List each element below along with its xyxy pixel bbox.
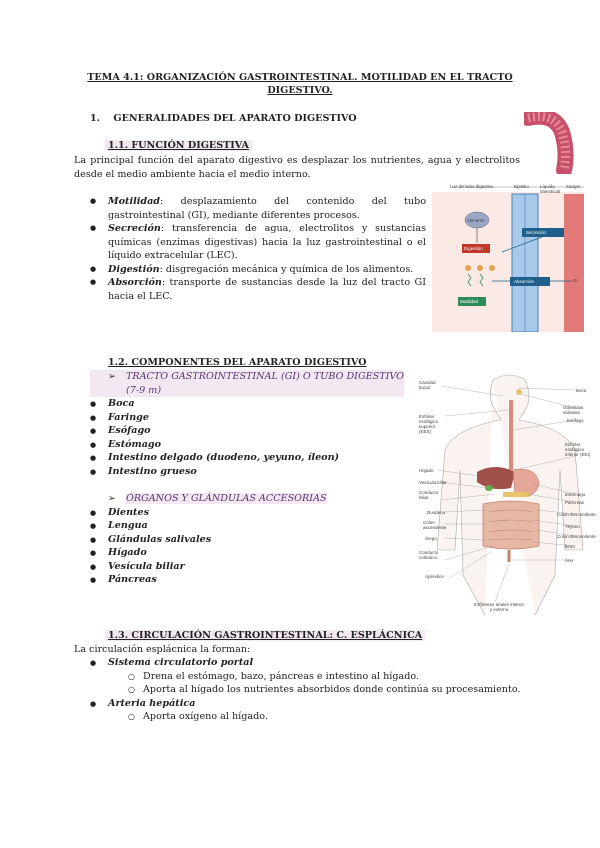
list-item: ● Absorción: transporte de sustancias desde la luz del tracto GI hacia el LEC. bbox=[82, 276, 426, 303]
function-list bbox=[82, 195, 426, 303]
fig1-absorption: Absorción bbox=[514, 279, 535, 284]
anat-higado: Hígado bbox=[419, 468, 434, 473]
list-item: ● Boca bbox=[82, 397, 404, 411]
fig1-food: Alimento bbox=[467, 218, 485, 223]
list-item: ● Faringe bbox=[82, 411, 404, 425]
anat-esofago: Esófago bbox=[567, 418, 584, 423]
fig1-header-epithelium: Epitelio bbox=[514, 184, 529, 189]
intestine-tube-image bbox=[524, 112, 574, 174]
anat-estomago: Estómago bbox=[565, 492, 586, 497]
anat-vesicula: Vesícula biliar bbox=[419, 480, 447, 485]
digestive-system-anatomy bbox=[415, 370, 600, 615]
fig1-header-blood: Sangre bbox=[566, 184, 581, 189]
anat-pancreas: Páncreas bbox=[565, 500, 585, 505]
fig1-digestion: Digestión bbox=[464, 246, 483, 251]
list-item: ● Intestino delgado (duodeno, yeyuno, íleon) bbox=[82, 451, 404, 465]
list-item: ● Vesícula biliar bbox=[82, 560, 350, 574]
list-item: ● Esófago bbox=[82, 424, 404, 438]
anat-ciego: Ciego bbox=[425, 536, 437, 541]
digestive-processes-diagram bbox=[432, 182, 584, 332]
section-heading-1-2: 1.2. COMPONENTES DEL APARATO DIGESTIVO bbox=[108, 357, 367, 368]
accessory-list bbox=[82, 506, 350, 587]
anat-eei: Esfínter esofágico inferior (EEI) bbox=[565, 442, 591, 457]
section-heading-1-3: 1.3. CIRCULACIÓN GASTROINTESTINAL: C. ESPLÁCNICA bbox=[105, 630, 425, 641]
list-item: ● Lengua bbox=[82, 519, 350, 533]
list-item: ● Motilidad: desplazamiento del contenido del tubo gastrointestinal (GI), mediante diferentes procesos. bbox=[82, 195, 426, 222]
anat-apendice: Apéndice bbox=[425, 574, 444, 579]
anat-ano: Ano bbox=[565, 558, 574, 563]
anat-duodeno: Duodeno bbox=[427, 510, 446, 515]
list-item: ● Hígado bbox=[82, 546, 350, 560]
list-item: ● Intestino grueso bbox=[82, 465, 404, 479]
list-item: ● Estómago bbox=[82, 438, 404, 452]
sublist-item: ○ Aporta al hígado los nutrientes absorbidos donde continúa su procesamiento. bbox=[108, 683, 528, 697]
list-item: ● Glándulas salivales bbox=[82, 533, 350, 547]
fig1-gi: GI bbox=[573, 278, 578, 283]
anat-ees: Esfínter esofágico superior (EES) bbox=[419, 414, 439, 434]
gi-tract-list bbox=[82, 397, 404, 478]
circulation-list bbox=[82, 656, 528, 724]
list-item-portal: ● Sistema circulatorio portal bbox=[82, 656, 528, 670]
gi-tract-block bbox=[90, 370, 404, 478]
list-item-arteria: ● Arteria hepática bbox=[82, 697, 528, 711]
anat-colon-descendente: Colon descendente bbox=[557, 512, 596, 517]
list-item: ● Dientes bbox=[82, 506, 350, 520]
anat-glandulas: Glándulas salivales bbox=[563, 405, 584, 415]
sublist-item: ○ Drena el estómago, bazo, páncreas e intestino al hígado. bbox=[108, 670, 528, 684]
list-item: ● Secreción: transferencia de agua, electrolitos y sustancias químicas (enzimas digestivas) hacia la luz gastrointestinal o el líquido extracelular (LEC). bbox=[82, 222, 426, 263]
accessory-block bbox=[90, 492, 350, 587]
section-heading-1: 1. GENERALIDADES DEL APARATO DIGESTIVO bbox=[90, 113, 357, 124]
list-item: ● Digestión: disgregación mecánica y química de los alimentos. bbox=[82, 263, 426, 277]
subheading-gi-tract: ➢ TRACTO GASTROINTESTINAL (GI) O TUBO DIGESTIVO (7-9 m) bbox=[90, 370, 404, 397]
function-intro: La principal función del aparato digestivo es desplazar los nutrientes, agua y electrolitos desde el medio ambiente hacia el medio interno. bbox=[74, 155, 520, 180]
sublist-item: ○ Aporta oxígeno al hígado. bbox=[108, 710, 528, 724]
fig1-secretion: Secreción bbox=[526, 230, 547, 235]
section-heading-1-1: 1.1. FUNCIÓN DIGESTIVA bbox=[105, 140, 252, 151]
anat-ileon: Íleon bbox=[565, 544, 575, 549]
fig1-header-lumen: Luz del tubo digestivo bbox=[450, 184, 494, 189]
anat-conducto-biliar: Conducto biliar bbox=[419, 490, 439, 500]
fig1-header-interstitial: Líquido intersticial bbox=[540, 184, 561, 194]
anat-boca: Boca bbox=[576, 388, 587, 393]
subheading-accessory: ➢ ÓRGANOS Y GLÁNDULAS ACCESORIAS bbox=[108, 493, 327, 504]
anat-esfinteres-anales: Esfínteres anales interno y externo bbox=[474, 602, 524, 612]
anat-colon-descendente-2: Colon descendente bbox=[557, 534, 596, 539]
list-item: ● Páncreas bbox=[82, 573, 350, 587]
page-title: TEMA 4.1: ORGANIZACIÓN GASTROINTESTINAL. MOTILIDAD EN EL TRACTO DIGESTIVO. bbox=[87, 72, 513, 96]
fig1-motility: Motilidad bbox=[460, 299, 479, 304]
circulation-intro: La circulación esplácnica la forman: bbox=[74, 644, 251, 655]
anat-coledoco: Conducto colédoco bbox=[419, 550, 439, 560]
anat-yeyuno: Yeyuno bbox=[565, 524, 580, 529]
anat-colon-ascendente: Colon ascendente bbox=[423, 520, 447, 530]
anat-cavidad-bucal: Cavidad bucal bbox=[419, 380, 436, 390]
